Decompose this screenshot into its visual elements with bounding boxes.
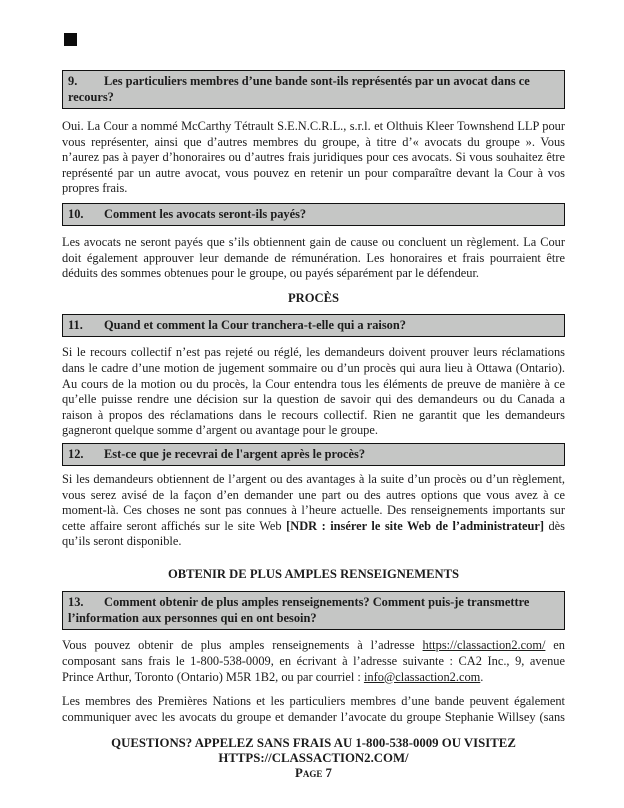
question-12-number: 12. [68, 446, 84, 461]
footer-page-number: Page 7 [295, 766, 332, 781]
faq-item-13 [62, 591, 565, 725]
faq-item-12 [62, 443, 565, 550]
question-11-header [62, 314, 565, 337]
question-13-number: 13. [68, 595, 84, 610]
question-12-text: Est-ce que je recevrai de l'argent après le procès? [104, 446, 366, 461]
section-heading-more-info: OBTENIR DE PLUS AMPLES RENSEIGNEMENTS [167, 566, 460, 581]
answer-12-text-post: dès qu’ils seront disponible. [62, 518, 565, 549]
answer-13-text-pre: Vous pouvez obtenir de plus amples renseignements à l’adresse [62, 638, 423, 653]
question-11-number: 11. [68, 318, 83, 333]
answer-12-text-pre: Si les demandeurs obtiennent de l’argent ou des avantages à la suite d’un procès ou d’un règlement, vous serez avisé de la façon d’en demander une part ou des autres options que vous avez à ce moment-là. Ces choses ne sont pas connues à l’heure actuelle. Des renseignements importants sur cette affaire seront affichés sur le site Web [62, 471, 565, 533]
faq-item-11 [62, 314, 565, 439]
footer-questions-line: QUESTIONS? APPELEZ SANS FRAIS AU 1-800-538-0009 OU VISITEZ [111, 736, 516, 751]
answer-9-paragraph: Oui. La Cour a nommé McCarthy Tétrault S.E.N.C.R.L., s.r.l. et Olthuis Kleer Townshend LLP pour vous représenter, ainsi que d’autres membres du groupe, à titre d’« avocats du groupe ». Vous n’aurez pas à payer d’honoraires ou d’autres frais juridiques pour ces avocats. Si vous souhaitez être représenté par un autre avocat, vous pouvez en retenir un pour comparaître devant la Cour à vos propres frais. [62, 119, 565, 196]
page-footer [62, 736, 565, 781]
question-13-header [62, 591, 565, 630]
question-9-number: 9. [68, 74, 78, 88]
faq-item-10 [62, 203, 565, 282]
classaction-email-link[interactable]: info@classaction2.com [363, 669, 481, 684]
question-10-text: Comment les avocats seront-ils payés? [104, 206, 307, 221]
question-10-header [62, 203, 565, 226]
answer-13-text-post: . [480, 669, 484, 684]
classaction-website-link[interactable]: https://classaction2.com/ [422, 638, 546, 653]
footer-url-line: HTTPS://CLASSACTION2.COM/ [218, 751, 409, 766]
answer-12-paragraph [62, 472, 565, 550]
question-9-header [62, 70, 565, 109]
answer-13-paragraph-1 [62, 638, 565, 685]
question-9-text: Les particuliers membres d’une bande sont-ils représentés par un avocat dans ce recours? [68, 74, 530, 104]
answer-13-paragraph-2: Les membres des Premières Nations et les particuliers membres d’une bande peuvent également communiquer avec les avocats du groupe et demander l’avocate du groupe Stephanie Willsey (sans [62, 694, 565, 724]
faq-item-9 [62, 70, 565, 197]
question-12-header [62, 443, 565, 466]
black-square-marker-icon [64, 33, 77, 46]
question-10-number: 10. [68, 206, 84, 221]
answer-12-editor-note: [NDR : insérer le site Web de l’administrateur] [286, 518, 544, 533]
section-heading-proces: PROCÈS [287, 290, 340, 305]
question-13-text: Comment obtenir de plus amples renseignements? Comment puis-je transmettre l’information aux personnes qui en ont besoin? [68, 595, 530, 626]
answer-10-paragraph: Les avocats ne seront payés que s’ils obtiennent gain de cause ou concluent un règlement. La Cour doit également approuver leur demande de rémunération. Les honoraires et frais pourraient être déduits des sommes obtenues pour le groupe, ou payés séparément par le défendeur. [62, 234, 565, 281]
answer-13-text-mid: en composant sans frais le 1-800-538-0009, en écrivant à l’adresse suivante : CA2 Inc., 9, avenue Prince Arthur, Toronto (Ontario) M5R 1B2, ou par courriel : [62, 638, 565, 684]
question-11-text: Quand et comment la Cour tranchera-t-elle qui a raison? [104, 318, 406, 333]
answer-11-paragraph: Si le recours collectif n’est pas rejeté ou réglé, les demandeurs doivent prouver leurs réclamations dans le cadre d’une motion de jugement sommaire ou d’un procès qui aura lieu à Ottawa (Ontario). Au cours de la motion ou du procès, la Cour entendra tous les éléments de preuve de manière à ce qu’elle puisse rendre une décision sur la question de savoir qui des demandeurs ou du Canada a raison à propos des réclamations dans le recours collectif. Rien ne garantit que les demandeurs gagneront quelque somme d’argent ou avantage pour le groupe. [62, 345, 565, 438]
